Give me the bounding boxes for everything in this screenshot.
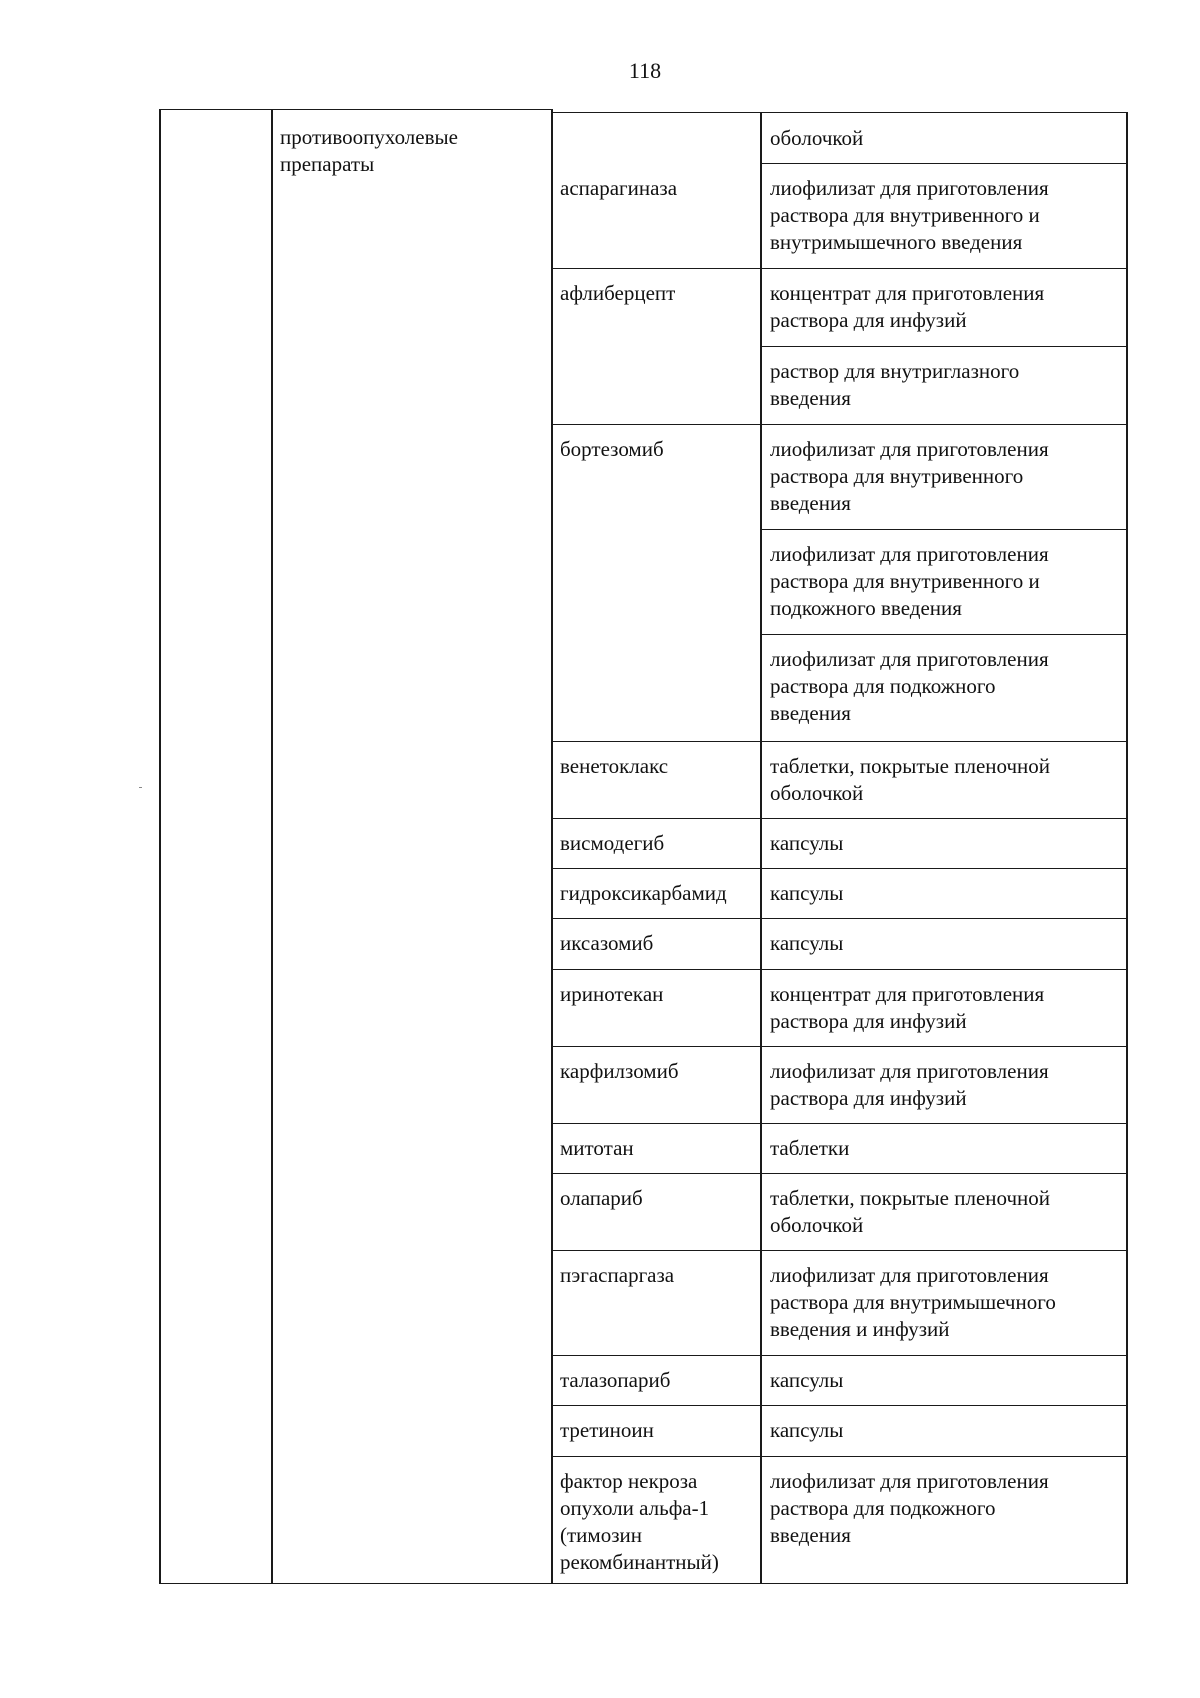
drug-name: иксазомиб [560,931,654,955]
table-column-divider [551,109,553,1584]
drug-name: фактор некроза опухоли альфа-1 (тимозин рекомбинантный) [560,1469,719,1574]
dosage-form: лиофилизат для приготовления раствора для внутривенного введения [770,437,1049,515]
group-label: противоопухолевые препараты [280,125,458,176]
row-separator [551,1355,1128,1356]
row-separator [760,346,1128,347]
dosage-form: капсулы [770,881,844,905]
dosage-form: таблетки, покрытые пленочной оболочкой [770,754,1051,805]
table-border-top [551,112,1128,113]
row-separator [551,868,1128,869]
table-column-divider [271,109,273,1584]
row-separator [551,1123,1128,1124]
row-separator [551,1456,1128,1457]
dosage-form: лиофилизат для приготовления раствора для внутривенного и подкожного введения [770,542,1049,620]
drug-name: карфилзомиб [560,1059,679,1083]
dosage-form: лиофилизат для приготовления раствора для инфузий [770,1059,1049,1110]
row-separator [551,424,1128,425]
drug-name: митотан [560,1136,634,1160]
dosage-form: капсулы [770,831,844,855]
row-separator [760,163,1128,164]
row-separator [551,969,1128,970]
drug-name: пэгаспаргаза [560,1263,675,1287]
dosage-form: таблетки, покрытые пленочной оболочкой [770,1186,1051,1237]
drug-name: иринотекан [560,982,664,1006]
scan-mark [139,787,142,788]
dosage-form: лиофилизат для приготовления раствора для внутримышечного введения и инфузий [770,1263,1056,1341]
row-separator [551,1250,1128,1251]
row-separator [551,1405,1128,1406]
dosage-form: капсулы [770,1368,844,1392]
table-column-divider [760,112,762,1584]
dosage-form: концентрат для приготовления раствора для инфузий [770,281,1045,332]
drug-name: третиноин [560,1418,654,1442]
dosage-form: лиофилизат для приготовления раствора для внутривенного и внутримышечного введения [770,176,1049,254]
dosage-form: лиофилизат для приготовления раствора для подкожного введения [770,1469,1049,1547]
drug-name: олапариб [560,1186,643,1210]
dosage-form: капсулы [770,1418,844,1442]
row-separator [760,529,1128,530]
drug-name: талазопариб [560,1368,671,1392]
table-border-bottom [159,1583,1128,1584]
dosage-form: концентрат для приготовления раствора для инфузий [770,982,1045,1033]
row-separator [551,741,1128,742]
drug-name: гидроксикарбамид [560,881,727,905]
row-separator [551,1046,1128,1047]
row-separator [551,268,1128,269]
drug-name: афлиберцепт [560,281,676,305]
dosage-form: таблетки [770,1136,850,1160]
row-separator [551,1173,1128,1174]
dosage-form: лиофилизат для приготовления раствора для подкожного введения [770,647,1049,725]
row-separator [760,634,1128,635]
drug-name: аспарагиназа [560,176,678,200]
dosage-form: раствор для внутриглазного введения [770,359,1020,410]
page-number: 118 [628,58,662,83]
drug-name: бортезомиб [560,437,664,461]
row-separator [551,818,1128,819]
drug-name: висмодегиб [560,831,665,855]
table-border-top [159,109,553,110]
dosage-form: капсулы [770,931,844,955]
drug-name: венетоклакс [560,754,669,778]
table-border-left [159,109,161,1584]
dosage-form: оболочкой [770,126,864,150]
row-separator [551,918,1128,919]
